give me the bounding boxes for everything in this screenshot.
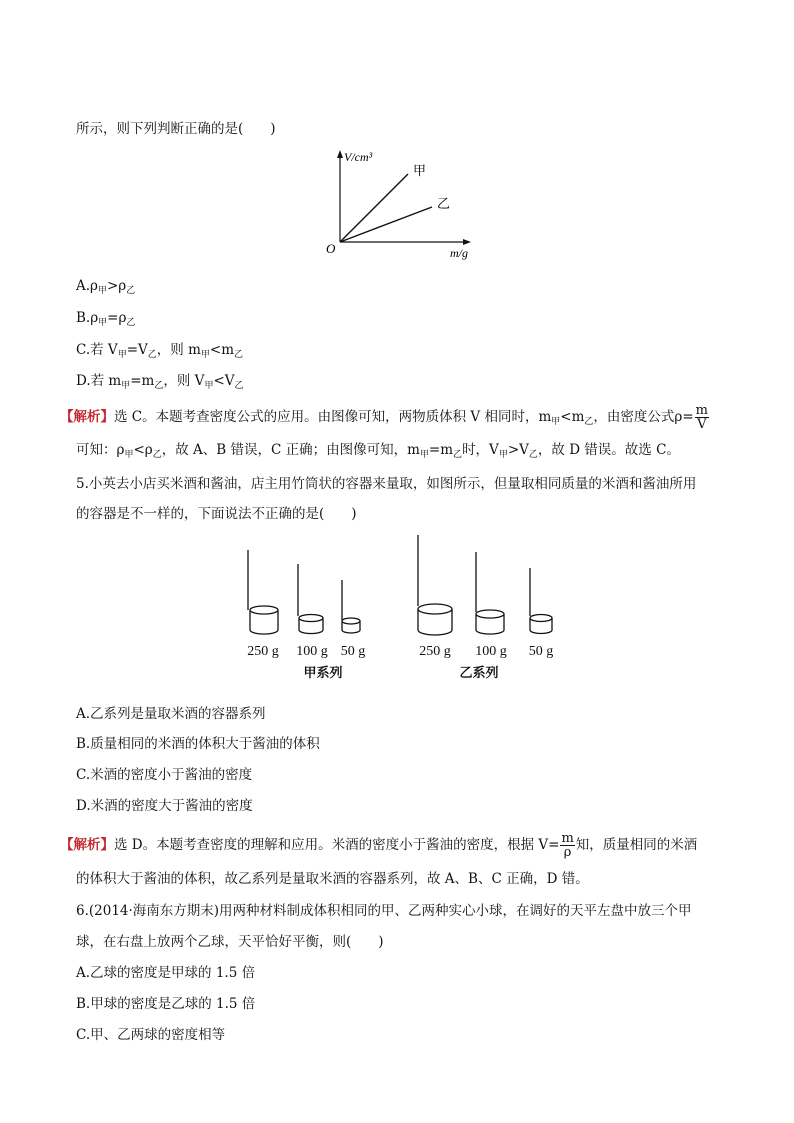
- q6-stem-line1: 6.(2014·海南东方期末)用两种材料制成体积相同的甲、乙两种实心小球，在调好的天平左盘中放三个甲: [76, 903, 692, 919]
- q5-option-b: B.质量相同的米酒的体积大于酱油的体积: [76, 736, 320, 752]
- q4-option-a: $A.\rho_甲>\rho_乙$: [76, 278, 136, 296]
- graph-x-axis-label: m/g: [450, 246, 468, 260]
- graph-line-label-jia: 甲: [413, 163, 427, 178]
- q5-stem-line2: 的容器是不一样的，下面说法不正确的是( ): [76, 506, 357, 522]
- jia-label-100g: 100 g: [296, 644, 328, 659]
- q4-option-b: $B.\rho_甲=\rho_乙$: [76, 310, 136, 328]
- q4-option-d: D.若 $m_甲=m_乙$，则 $V_甲<V_乙$: [76, 373, 244, 391]
- jia-label-250g: 250 g: [247, 644, 279, 659]
- analysis-tag: 【解析】: [60, 409, 114, 425]
- graph-line-jia: [340, 174, 408, 242]
- graph-y-axis-label: V/cm³: [344, 150, 373, 164]
- yi-label-100g: 100 g: [475, 644, 507, 659]
- q5-container-figure: [236, 530, 566, 682]
- q6-option-a: A.乙球的密度是甲球的 1.5 倍: [76, 965, 256, 981]
- density-fraction: $\frac{m}{V}$: [695, 403, 708, 432]
- q4-graph: [320, 145, 480, 265]
- q4-option-c: C.若 $V_甲=V_乙$，则 $m_甲<m_乙$: [76, 342, 244, 360]
- q4-analysis-line2: 可知：$\rho_甲<\rho_乙$，故 A、B 错误，C 正确；由图像可知，$m_甲=m_乙$时，$V_甲>V_乙$，故 D 错误。故选 C。: [76, 442, 680, 460]
- jia-series-label: 甲系列: [303, 665, 343, 680]
- analysis-tag: 【解析】: [60, 837, 114, 853]
- yi-series-label: 乙系列: [459, 665, 499, 680]
- volume-fraction: $\frac{m}{\rho}$: [561, 831, 574, 860]
- q6-option-b: B.甲球的密度是乙球的 1.5 倍: [76, 996, 256, 1012]
- graph-origin-label: O: [326, 241, 336, 256]
- q6-option-c: C.甲、乙两球的密度相等: [76, 1027, 226, 1043]
- q4-analysis-line1: 【解析】选 C。本题考查密度公式的应用。由图像可知，两物质体积 V 相同时，$m_甲<m_乙$，由密度公式ρ= $\frac{m}{V}$: [60, 403, 708, 432]
- yi-label-250g: 250 g: [419, 644, 451, 659]
- q5-analysis-line1: 【解析】选 D。本题考查密度的理解和应用。米酒的密度小于酱油的密度，根据 V= $\frac{m}{\rho}$ 知，质量相同的米酒: [60, 831, 698, 860]
- q5-option-a: A.乙系列是量取米酒的容器系列: [76, 706, 266, 722]
- graph-line-yi: [340, 207, 432, 242]
- q5-option-d: D.米酒的密度大于酱油的密度: [76, 798, 253, 814]
- q5-analysis-line2: 的体积大于酱油的体积，故乙系列是量取米酒的容器系列，故 A、B、C 正确，D 错。: [76, 871, 589, 887]
- yi-label-50g: 50 g: [528, 644, 554, 659]
- jia-label-50g: 50 g: [340, 644, 366, 659]
- q5-option-c: C.米酒的密度小于酱油的密度: [76, 767, 253, 783]
- q5-stem-line1: 5.小英去小店买米酒和酱油，店主用竹筒状的容器来量取，如图所示，但量取相同质量的米酒和酱油所用: [76, 476, 697, 492]
- q4-stem: 所示，则下列判断正确的是( ): [76, 121, 276, 137]
- graph-line-label-yi: 乙: [437, 196, 451, 211]
- q6-stem-line2: 球，在右盘上放两个乙球，天平恰好平衡，则( ): [76, 934, 384, 950]
